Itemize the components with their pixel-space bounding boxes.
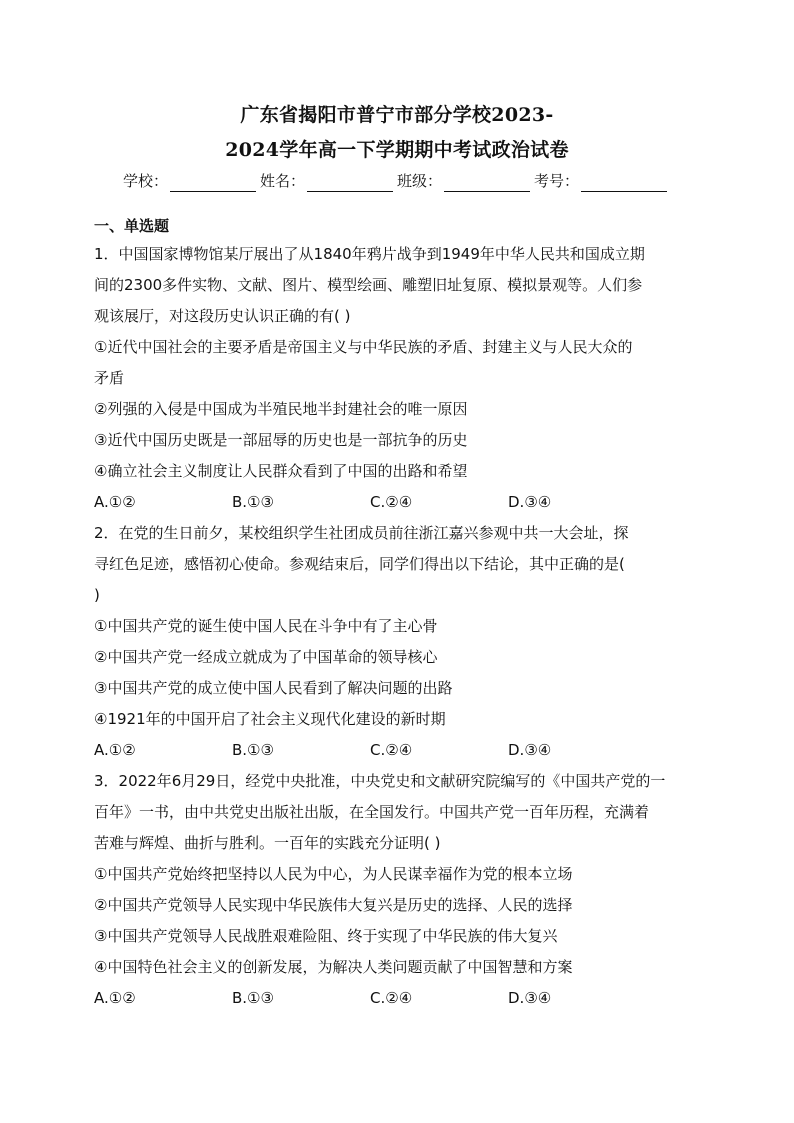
option-b: B.①③ [232, 741, 274, 759]
question-stem-line: 观该展厅，对这段历史认识正确的有( ) [94, 307, 351, 325]
option-a: A.①② [94, 989, 136, 1007]
statement-item: ④1921年的中国开启了社会主义现代化建设的新时期 [94, 710, 446, 728]
question-3 [94, 766, 706, 1014]
option-c: C.②④ [370, 989, 413, 1007]
statement-item: ③近代中国历史既是一部屈辱的历史也是一部抗争的历史 [94, 431, 468, 449]
school-field [123, 170, 260, 192]
school-blank [170, 174, 256, 192]
statement-item: ①近代中国社会的主要矛盾是帝国主义与中华民族的矛盾、封建主义与人民大众的 [94, 338, 633, 356]
question-stem-line: ) [94, 586, 100, 604]
name-blank [307, 174, 393, 192]
answer-options [94, 735, 706, 766]
question-stem-line: 百年》一书，由中共党史出版社出版，在全国发行。中国共产党一百年历程，充满着 [94, 803, 650, 821]
option-b: B.①③ [232, 989, 274, 1007]
option-d: D.③④ [508, 493, 552, 511]
number-label: 考号： [534, 172, 580, 190]
statement-item: ③中国共产党领导人民战胜艰难险阻、终于实现了中华民族的伟大复兴 [94, 927, 558, 945]
statement-item: ④中国特色社会主义的创新发展，为解决人类问题贡献了中国智慧和方案 [94, 958, 573, 976]
option-c: C.②④ [370, 741, 413, 759]
exam-title-line-1: 广东省揭阳市普宁市部分学校2023- [240, 104, 554, 126]
option-c: C.②④ [370, 493, 413, 511]
exam-title-line-2: 2024学年高一下学期期中考试政治试卷 [225, 139, 569, 161]
option-a: A.①② [94, 741, 136, 759]
number-field [534, 170, 671, 192]
class-label: 班级： [397, 172, 443, 190]
option-d: D.③④ [508, 989, 552, 1007]
name-label: 姓名： [259, 172, 305, 190]
student-info-row [0, 170, 794, 192]
section-title: 一、单选题 [94, 217, 170, 235]
question-stem-line: 3．2022年6月29日，经党中央批准，中央党史和文献研究院编写的《中国共产党的一 [94, 772, 666, 790]
statement-item: ②中国共产党领导人民实现中华民族伟大复兴是历史的选择、人民的选择 [94, 896, 573, 914]
statement-item: ①中国共产党始终把坚持以人民为中心，为人民谋幸福作为党的根本立场 [94, 865, 573, 883]
statement-item: ③中国共产党的成立使中国人民看到了解决问题的出路 [94, 679, 453, 697]
option-d: D.③④ [508, 741, 552, 759]
question-stem-line: 2．在党的生日前夕，某校组织学生社团成员前往浙江嘉兴参观中共一大会址，探 [94, 524, 629, 542]
exam-content [94, 213, 706, 1014]
statement-item: ②列强的入侵是中国成为半殖民地半封建社会的唯一原因 [94, 400, 468, 418]
school-label: 学校： [122, 172, 168, 190]
answer-options [94, 487, 706, 518]
class-field [397, 170, 534, 192]
option-a: A.①② [94, 493, 136, 511]
answer-options [94, 983, 706, 1014]
statement-item: ①中国共产党的诞生使中国人民在斗争中有了主心骨 [94, 617, 438, 635]
question-1 [94, 239, 706, 518]
question-2 [94, 518, 706, 766]
question-stem-line: 间的2300多件实物、文献、图片、模型绘画、雕塑旧址复原、模拟景观等。人们参 [94, 276, 643, 294]
class-blank [444, 174, 530, 192]
question-stem-line: 寻红色足迹，感悟初心使命。参观结束后，同学们得出以下结论，其中正确的是( [94, 555, 625, 573]
statement-item: ④确立社会主义制度让人民群众看到了中国的出路和希望 [94, 462, 468, 480]
statement-item-continued: 矛盾 [94, 369, 125, 387]
name-field [260, 170, 397, 192]
question-stem-line: 苦难与辉煌、曲折与胜利。一百年的实践充分证明( ) [94, 834, 441, 852]
question-stem-line: 1．中国国家博物馆某厅展出了从1840年鸦片战争到1949年中华人民共和国成立期 [94, 245, 645, 263]
statement-item: ②中国共产党一经成立就成为了中国革命的领导核心 [94, 648, 438, 666]
number-blank [581, 174, 667, 192]
option-b: B.①③ [232, 493, 274, 511]
